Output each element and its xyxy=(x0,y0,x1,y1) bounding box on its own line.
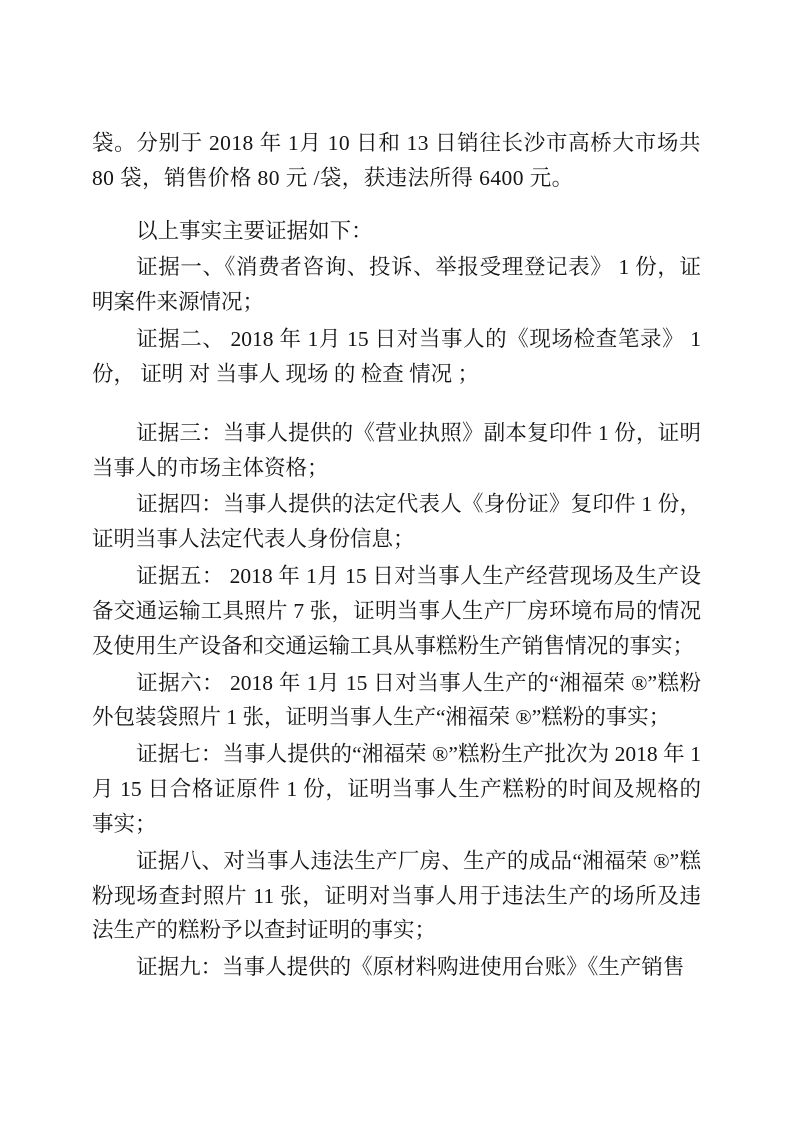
paragraph-evidence-6: 证据六： 2018 年 1月 15 日对当事人生产的“湘福荣 ®”糕粉外包装袋照片 1 张，证明当事人生产“湘福荣 ®”糕粉的事实； xyxy=(92,670,701,730)
paragraph-evidence-1: 证据一、《消费者咨询、投诉、举报受理登记表》 1 份，证明案件来源情况； xyxy=(92,255,701,315)
paragraph-evidence-8: 证据八、对当事人违法生产厂房、生产的成品“湘福荣 ®”糕粉现场查封照片 11 张，证明对当事人用于违法生产的场所及违法生产的糕粉予以查封证明的事实； xyxy=(92,848,701,943)
paragraph-continued-sales: 袋。分别于 2018 年 1月 10 日和 13 日销往长沙市高桥大市场共 80 袋，销售价格 80 元 /袋，获违法所得 6400 元。 xyxy=(92,131,701,190)
document-body xyxy=(92,126,701,985)
paragraph-evidence-5: 证据五： 2018 年 1月 15 日对当事人生产经营现场及生产设备交通运输工具照片 7 张，证明当事人生产厂房环境布局的情况及使用生产设备和交通运输工具从事糕粉生产销售情况的事实； xyxy=(92,564,701,658)
paragraph-evidence-7: 证据七：当事人提供的“湘福荣 ®”糕粉生产批次为 2018 年 1月 15 日合格证原件 1 份，证明当事人生产糕粉的时间及规格的事实； xyxy=(92,742,701,836)
paragraph-evidence-9: 证据九：当事人提供的《原材料购进使用台账》《生产销售 xyxy=(136,955,685,980)
paragraph-evidence-intro: 以上事实主要证据如下： xyxy=(136,218,373,243)
paragraph-spacer-2 xyxy=(92,394,701,416)
paragraph-evidence-2: 证据二、 2018 年 1月 15 日对当事人的《现场检查笔录》 1 份， 证明 对 当事人 现场 的 检查 情况 ； xyxy=(92,327,701,386)
paragraph-spacer xyxy=(92,198,701,214)
paragraph-evidence-4: 证据四：当事人提供的法定代表人《身份证》复印件 1 份，证明当事人法定代表人身份信息； xyxy=(92,492,701,552)
paragraph-evidence-3: 证据三：当事人提供的《营业执照》副本复印件 1 份，证明当事人的市场主体资格； xyxy=(92,420,701,480)
